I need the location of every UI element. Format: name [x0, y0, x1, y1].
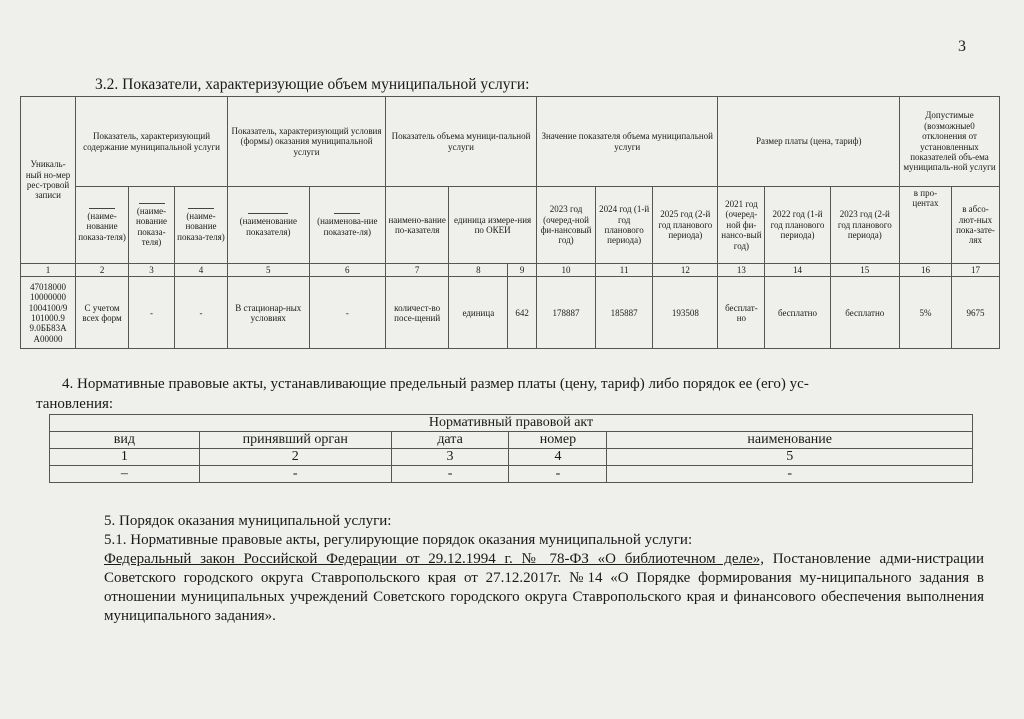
header-deviations: Допустимые (возможные0 отклонения от установленных показателей объ-ема муниципаль-ной услуги: [899, 97, 999, 187]
subheader-2023: 2023 год (очеред-ной фи-нансовый год): [536, 187, 595, 264]
cell-fee-2022: бесплатно: [765, 277, 830, 349]
section-5: [104, 512, 984, 626]
col-number: 15: [830, 264, 899, 277]
header-issuing-body: принявший орган: [199, 432, 391, 449]
col-number: 4: [174, 264, 227, 277]
cell-fee-2021: бесплат-но: [718, 277, 765, 349]
col-number: 5: [227, 264, 309, 277]
subheader-name-3: (наиме-нование показа-теля): [174, 187, 227, 264]
header-content-indicator: Показатель, характеризующий содержание муниципальной услуги: [76, 97, 228, 187]
subheader-name-4: (наименование показателя): [227, 187, 309, 264]
col-number: 9: [508, 264, 537, 277]
col-number: 3: [129, 264, 175, 277]
volume-indicators-table: [20, 96, 1000, 349]
cell-content-1: С учетом всех форм: [76, 277, 129, 349]
col-number: 2: [199, 449, 391, 466]
col-number: 13: [718, 264, 765, 277]
cell-issuing-body: -: [199, 466, 391, 483]
subheader-unit: единица измере-ния по ОКЕИ: [449, 187, 537, 264]
page-number: 3: [958, 38, 966, 55]
col-number: 7: [386, 264, 449, 277]
col-number: 2: [76, 264, 129, 277]
section-4-line-1: 4. Нормативные правовые акты, устанавливающие предельный размер платы (цену, тариф) либо порядок ее (его) ус-: [62, 376, 809, 392]
header-fee-size: Размер платы (цена, тариф): [718, 97, 900, 187]
cell-date: -: [391, 466, 509, 483]
cell-name: -: [607, 466, 973, 483]
header-volume-value: Значение показателя объема муниципальной услуги: [536, 97, 718, 187]
subheader-2025: 2025 год (2-й год планового периода): [653, 187, 718, 264]
col-number: 1: [50, 449, 200, 466]
cell-number: -: [509, 466, 607, 483]
cell-indicator-name: количест-во посе-щений: [386, 277, 449, 349]
subheader-absolute: в абсо-лют-ных пока-зате-лях: [951, 187, 999, 264]
subheader-fee-2022: 2022 год (1-й год планового периода): [765, 187, 830, 264]
normative-acts-table: [49, 414, 973, 483]
cell-deviation-absolute: 9675: [951, 277, 999, 349]
cell-condition-2: -: [309, 277, 385, 349]
col-number: 8: [449, 264, 508, 277]
col-number: 12: [653, 264, 718, 277]
subheader-2024: 2024 год (1-й год планового периода): [596, 187, 653, 264]
header-name: наименование: [607, 432, 973, 449]
section-3-2-title: 3.2. Показатели, характеризующие объем муниципальной услуги:: [95, 76, 530, 93]
section-5-title: 5. Порядок оказания муниципальной услуги:: [104, 513, 392, 529]
col-number: 4: [509, 449, 607, 466]
subheader-fee-2021: 2021 год (очеред-ной фи-нансо-вый год): [718, 187, 765, 264]
section-4-line-2: тановления:: [36, 395, 114, 412]
col-number: 3: [391, 449, 509, 466]
federal-law-reference: Федеральный закон Российской Федерации от 29.12.1994 г. № 78-ФЗ «О библиотечном деле»,: [104, 551, 764, 567]
col-number: 10: [536, 264, 595, 277]
cell-value-2023: 178887: [536, 277, 595, 349]
cell-deviation-percent: 5%: [899, 277, 951, 349]
cell-unique-number: 47018000 10000000 1004100/9 101000.9 9.0ББ83А А00000: [21, 277, 76, 349]
subheader-percent: в про-центах: [899, 187, 951, 264]
normative-act-title: Нормативный правовой акт: [50, 415, 973, 432]
col-number: 1: [21, 264, 76, 277]
cell-content-3: -: [174, 277, 227, 349]
cell-type: –: [50, 466, 200, 483]
resolution-text: Постановление адми-нистрации Советского городского округа Ставропольского края от 27.12.2017г. №14 «О Порядке формирования му-ниципального задания в отношении муниципальных учреждений Советского городского округа Ставропольского края и финансового обеспечения выполнения муниципального задания».: [104, 551, 984, 624]
cell-value-2024: 185887: [596, 277, 653, 349]
col-number: 6: [309, 264, 385, 277]
col-number: 14: [765, 264, 830, 277]
cell-unit-code: 642: [508, 277, 537, 349]
cell-content-2: -: [129, 277, 175, 349]
section-4-text: [36, 375, 982, 414]
cell-unit-name: единица: [449, 277, 508, 349]
cell-condition-1: В стационар-ных условиях: [227, 277, 309, 349]
subheader-name-2: (наиме-нование показа-теля): [129, 187, 175, 264]
cell-value-2025: 193508: [653, 277, 718, 349]
section-5-1-text: [104, 550, 984, 626]
col-number: 16: [899, 264, 951, 277]
subheader-fee-2023: 2023 год (2-й год планового периода): [830, 187, 899, 264]
col-number: 5: [607, 449, 973, 466]
subheader-name-1: (наиме-нование показа-теля): [76, 187, 129, 264]
header-unique-number: Уникаль-ный но-мер рес-тровой записи: [21, 97, 76, 264]
header-date: дата: [391, 432, 509, 449]
subheader-name-5: (наименова-ние показате-ля): [309, 187, 385, 264]
subheader-indicator-name: наимено-вание по-казателя: [386, 187, 449, 264]
col-number: 11: [596, 264, 653, 277]
header-type: вид: [50, 432, 200, 449]
header-volume-indicator: Показатель объема муници-пальной услуги: [386, 97, 537, 187]
header-conditions-indicator: Показатель, характеризующий условия (формы) оказания муниципальной услуги: [227, 97, 385, 187]
col-number: 17: [951, 264, 999, 277]
header-number: номер: [509, 432, 607, 449]
cell-fee-2023: бесплатно: [830, 277, 899, 349]
section-5-1-title: 5.1. Нормативные правовые акты, регулирующие порядок оказания муниципальной услуги:: [104, 532, 693, 548]
